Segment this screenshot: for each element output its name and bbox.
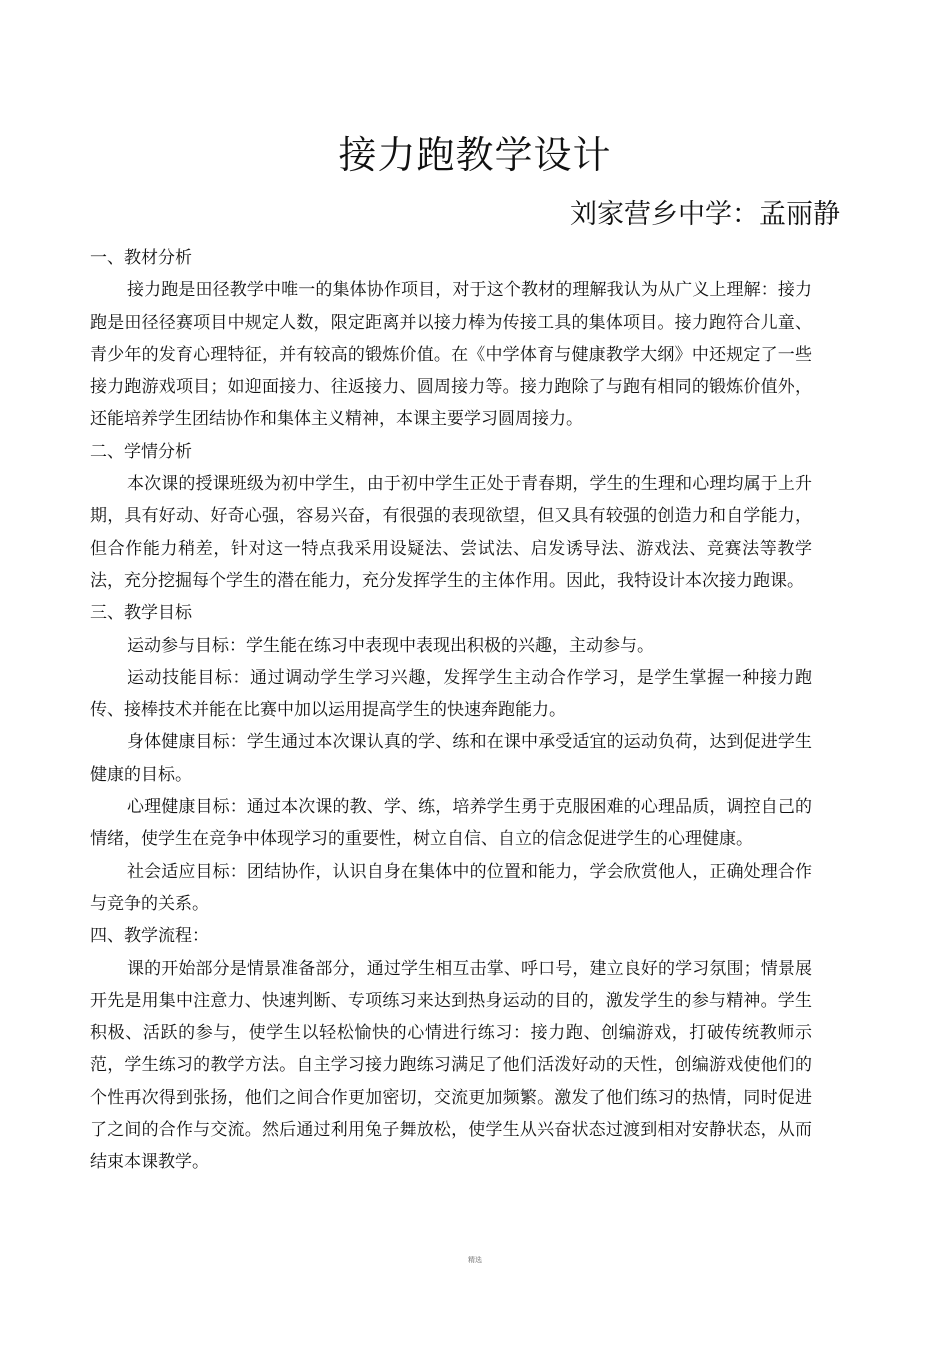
section-heading: 四、教学流程：: [90, 926, 209, 947]
paragraph: 心理健康目标：通过本次课的教、学、练，培养学生勇于克服困难的心理品质，调控自己的情绪，使学生在竞争中体现学习的重要性，树立自信、自立的信念促进学生的心理健康。: [90, 797, 812, 850]
section-heading: 一、教材分析: [90, 248, 192, 268]
section-teaching-process: [90, 920, 812, 1178]
paragraph: 接力跑是田径教学中唯一的集体协作项目，对于这个教材的理解我认为从广义上理解：接力跑是田径径赛项目中规定人数，限定距离并以接力棒为传接工具的集体项目。接力跑符合儿童、青少年的发育心理特征，并有较高的锻炼价值。在《中学体育与健康教学大纲》中还规定了一些接力跑游戏项目；如迎面接力、往返接力、圆周接力等。接力跑除了与跑有相同的锻炼价值外，还能培养学生团结协作和集体主义精神，本课主要学习圆周接力。: [90, 280, 812, 430]
page-title: 接力跑教学设计: [338, 133, 612, 177]
paragraph: 运动技能目标：通过调动学生学习兴趣，发挥学生主动合作学习，是学生掌握一种接力跑传、接棒技术并能在比赛中加以运用提高学生的快速奔跑能力。: [90, 667, 812, 721]
section-student-analysis: [90, 436, 812, 597]
page-footer: 精选: [468, 1256, 482, 1264]
section-teaching-goals: [90, 597, 812, 920]
paragraph: 运动参与目标：学生能在练习中表现中表现出积极的兴趣，主动参与。: [127, 635, 654, 656]
paragraph: 本次课的授课班级为初中学生，由于初中学生正处于青春期，学生的生理和心理均属于上升期，具有好动、好奇心强，容易兴奋，有很强的表现欲望，但又具有较强的创造力和自学能力，但合作能力稍差，针对这一特点我采用设疑法、尝试法、启发诱导法、游戏法、竞赛法等教学法，充分挖掘每个学生的潜在能力，充分发挥学生的主体作用。因此，我特设计本次接力跑课。: [90, 474, 812, 591]
paragraph: 社会适应目标：团结协作，认识自身在集体中的位置和能力，学会欣赏他人，正确处理合作与竞争的关系。: [90, 861, 812, 914]
author-line: 刘家营乡中学：孟丽静: [570, 199, 840, 230]
section-heading: 三、教学目标: [90, 603, 192, 624]
document-body: [90, 242, 812, 1179]
section-textbook-analysis: [90, 242, 812, 436]
section-heading: 二、学情分析: [90, 441, 192, 462]
paragraph: 课的开始部分是情景准备部分，通过学生相互击掌、呼口号，建立良好的学习氛围；情景展开先是用集中注意力、快速判断、专项练习来达到热身运动的目的，激发学生的参与精神。学生积极、活跃的参与，使学生以轻松愉快的心情进行练习：接力跑、创编游戏，打破传统教师示范，学生练习的教学方法。自主学习接力跑练习满足了他们活泼好动的天性，创编游戏使他们的个性再次得到张扬，他们之间合作更加密切，交流更加频繁。激发了他们练习的热情，同时促进了之间的合作与交流。然后通过利用兔子舞放松，使学生从兴奋状态过渡到相对安静状态，从而结束本课教学。: [90, 958, 812, 1173]
paragraph: 身体健康目标：学生通过本次课认真的学、练和在课中承受适宜的运动负荷，达到促进学生健康的目标。: [90, 732, 812, 785]
